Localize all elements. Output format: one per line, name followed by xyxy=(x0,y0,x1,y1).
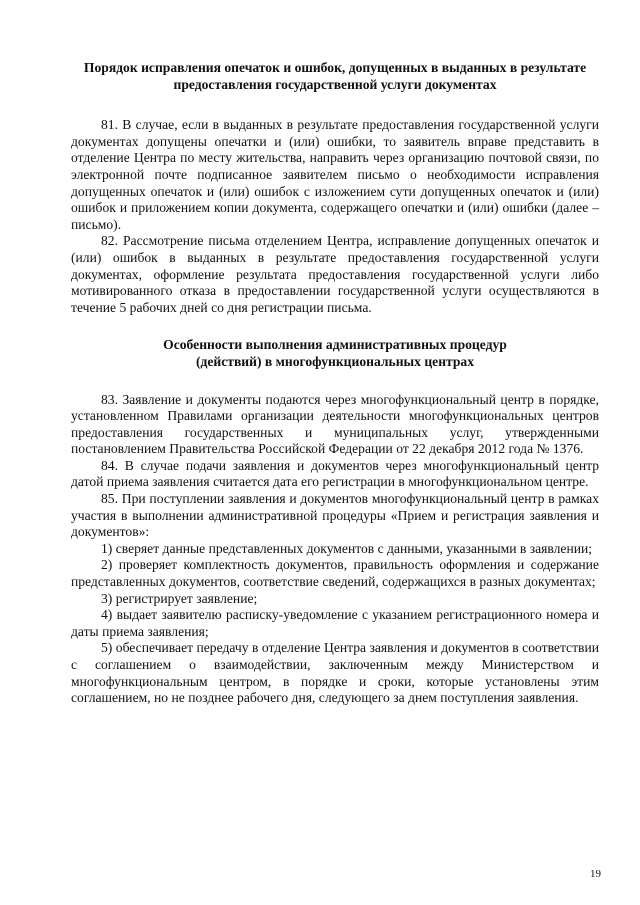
list-item-3: 3) регистрирует заявление; xyxy=(101,590,258,606)
paragraph-81: 81. В случае, если в выданных в результате предоставления государственной услуги документах допущены опечатки и (или) ошибки, то заявитель вправе представить в отделение Центра по месту жительства, направить через организацию почтовой связи, по электронной почте подписанное заявителем письмо о необходимости исправления допущенных опечаток и (или) ошибок с изложением сути допущенных опечаток и (или) ошибок и приложением копии документа, содержащего опечатки и (или) ошибки (далее – письмо). xyxy=(71,117,599,232)
section-heading-mfc-line1: Особенности выполнения административных процедур xyxy=(163,337,507,353)
page-number: 19 xyxy=(590,868,601,880)
list-item-4: 4) выдает заявителю расписку-уведомление с указанием регистрационного номера и даты приема заявления; xyxy=(71,607,599,639)
list-item-1: 1) сверяет данные представленных документов с данными, указанными в заявлении; xyxy=(101,540,593,556)
paragraph-85: 85. При поступлении заявления и документов многофункциональный центр в рамках участия в выполнении административной процедуры «Прием и регистрация заявления и документов»: xyxy=(71,491,599,540)
paragraph-84: 84. В случае подачи заявления и документов через многофункциональный центр датой приема заявления считается дата его регистрации в многофункциональном центре. xyxy=(71,457,599,490)
section-heading-mfc xyxy=(71,337,599,370)
list-item-2: 2) проверяет комплектность документов, правильность оформления и содержание представленных документов, соответствие сведений, содержащихся в разных документах; xyxy=(71,557,599,590)
paragraph-82: 82. Рассмотрение письма отделением Центра, исправление допущенных опечаток и (или) ошибок в выданных в результате предоставления государственной услуги документах, оформление результата предоставления государственной услуги либо мотивированного отказа в предоставлении государственной услуги осуществляются в течение 5 рабочих дней со дня регистрации письма. xyxy=(71,233,599,315)
section-heading-mfc-line2: (действий) в многофункциональных центрах xyxy=(195,353,475,369)
section-heading-typo-correction: Порядок исправления опечаток и ошибок, допущенных в выданных в результате предоставления государственной услуги документах xyxy=(83,60,587,92)
list-item-5: 5) обеспечивает передачу в отделение Центра заявления и документов в соответствии с соглашением о взаимодействии, заключенным между Министерством и многофункциональным центром, в порядке и сроки, которые установлены этим соглашением, но не позднее рабочего дня, следующего за днем поступления заявления. xyxy=(71,640,599,706)
page-content xyxy=(71,60,599,707)
paragraph-83: 83. Заявление и документы подаются через многофункциональный центр в порядке, установленном Правилами организации деятельности многофункциональных центров предоставления государственных и муниципальных услуг, утвержденными постановлением Правительства Российской Федерации от 22 декабря 2012 года № 1376. xyxy=(71,391,599,457)
